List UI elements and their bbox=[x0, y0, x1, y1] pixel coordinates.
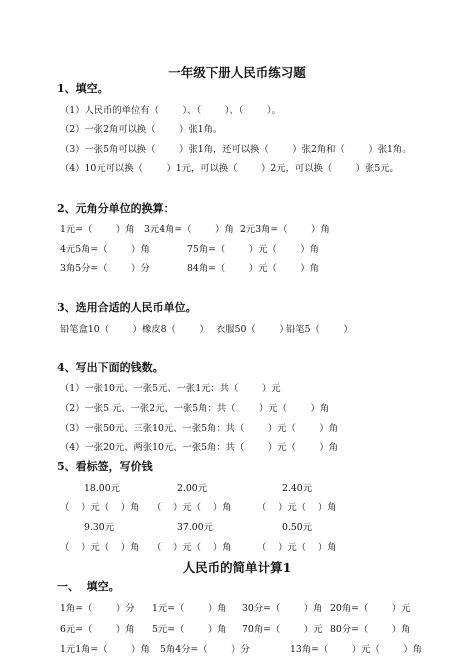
section5-heading: 5、看标签，写价钱 bbox=[57, 460, 153, 473]
p2-r1c4: 20角=（ ）元 bbox=[330, 603, 411, 614]
section2-heading: 2、元角分单位的换算： bbox=[57, 202, 175, 215]
p2-r1c3: 30分=（ ）角 bbox=[242, 603, 323, 614]
s2-r1c3: 2元3角=（ ）角 bbox=[240, 224, 330, 235]
s3-item2: 橡皮8（ ） bbox=[142, 324, 209, 335]
section3-heading: 3、选用合适的人民币单位。 bbox=[57, 301, 197, 314]
section4-heading: 4、写出下面的钱数。 bbox=[57, 361, 164, 374]
s5-price4: 9.30元 bbox=[84, 522, 114, 533]
s5-answer5: （ ）元（ ）角 bbox=[152, 542, 232, 553]
p2-r2c3: 70角=（ ）元 bbox=[242, 624, 323, 635]
section1-heading: 1、填空。 bbox=[57, 82, 109, 95]
p2-r3c3: 13角=（ ）元（ ）角 bbox=[290, 644, 422, 655]
s2-r2c1: 4元5角=（ ）角 bbox=[60, 244, 150, 255]
s5-answer1: （ ）元（ ）角 bbox=[60, 502, 140, 513]
p2-r3c2: 5角4分=（ ）分 bbox=[160, 644, 250, 655]
p2-r1c1: 1角=（ ）分 bbox=[60, 603, 135, 614]
s5-price2: 2.00元 bbox=[177, 483, 207, 494]
p2-r2c1: 6元=（ ）角 bbox=[60, 624, 135, 635]
part2-heading: 一、 填空。 bbox=[57, 580, 120, 593]
p2-r1c2: 1元=（ ）角 bbox=[152, 603, 227, 614]
s3-item3: 衣服50（ ） bbox=[216, 324, 289, 335]
s4-q3: （3）一张50元、三张10元、一张5角：共（ ）元（ ）角 bbox=[60, 423, 339, 434]
s2-r3c1: 3角5分=（ ）分 bbox=[60, 263, 150, 274]
p2-r3c1: 1元1角=（ ）角 bbox=[60, 644, 150, 655]
s1-q4: （4）10元可以换（ ）1元，可以换（ ）2元，可以换（ ）张5元。 bbox=[60, 163, 399, 174]
s5-answer4: （ ）元（ ）角 bbox=[60, 542, 140, 553]
s5-price5: 37.00元 bbox=[177, 522, 213, 533]
s2-r2c2: 75角=（ ）元（ ）角 bbox=[187, 244, 319, 255]
s5-price6: 0.50元 bbox=[282, 522, 312, 533]
s4-q4: （4）一张20元、两张10元、一张5角：共（ ）元（ ）角 bbox=[60, 442, 339, 453]
p2-r2c4: 80分=（ ）角 bbox=[330, 624, 411, 635]
s2-r1c2: 3元4角=（ ）角 bbox=[144, 224, 234, 235]
s5-price1: 18.00元 bbox=[84, 483, 120, 494]
s5-answer3: （ ）元（ ）角 bbox=[257, 502, 337, 513]
s4-q1: （1）一张10元、一张5元、一张1元：共（ ）元 bbox=[60, 383, 281, 394]
s3-item4: 铅笔5（ ） bbox=[286, 324, 353, 335]
page-subtitle: 人民币的简单计算1 bbox=[182, 560, 292, 575]
s1-q1: （1）人民币的单位有（ ）、（ ）、（ ）。 bbox=[60, 105, 281, 116]
page-title: 一年级下册人民币练习题 bbox=[168, 65, 306, 80]
s2-r3c2: 84角=（ ）元（ ）角 bbox=[187, 263, 319, 274]
s2-r1c1: 1元=（ ）角 bbox=[60, 224, 135, 235]
s5-price3: 2.40元 bbox=[282, 483, 312, 494]
s3-item1: 铅笔盒10（ ） bbox=[60, 324, 142, 335]
s5-answer6: （ ）元（ ）角 bbox=[257, 542, 337, 553]
s1-q3: （3）一张5角可以换（ ）张1角，还可以换（ ）张2角和（ ）张1角。 bbox=[60, 144, 412, 155]
p2-r2c2: 5元=（ ）角 bbox=[152, 624, 227, 635]
s5-answer2: （ ）元（ ）角 bbox=[152, 502, 232, 513]
s4-q2: （2）一张5 元、一张2元、一张5角：共（ ）元（ ）角 bbox=[60, 403, 330, 414]
s1-q2: （2）一张2角可以换（ ）张1角。 bbox=[60, 124, 223, 135]
